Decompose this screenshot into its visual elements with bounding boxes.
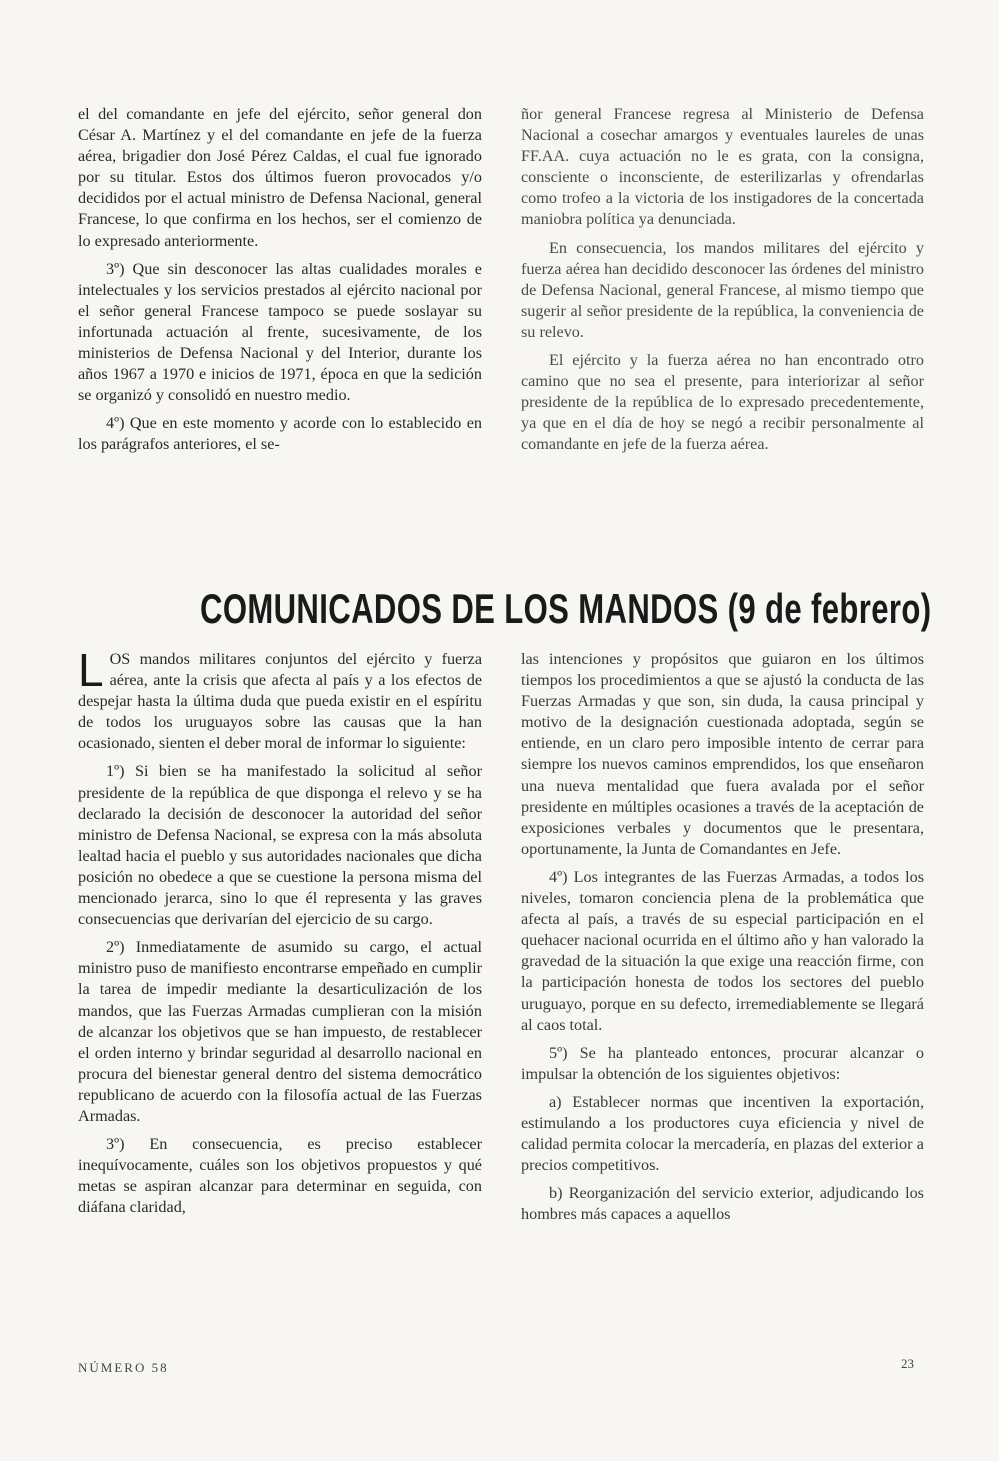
- paragraph: 4º) Los integrantes de las Fuerzas Armadas, a todos los niveles, tomaron conciencia plena de la problemática que afecta al país, a través de su especial participación en el quehacer nacional ocurrida en el último año y han valorado la gravedad de la situación la que exige una reacción firme, con la participación honesta de todos los sectores del pueblo uruguayo, porque en su defecto, irremediablemente se llegará al caos total.: [521, 867, 924, 1034]
- paragraph: ñor general Francese regresa al Ministerio de Defensa Nacional a cosechar amargos y eventuales laureles de unas FF.AA. cuya actuación no le es grata, con la consigna, consciente o inconsciente, de esterilizarlas y ofrendarlas como trofeo a la victoria de los instigadores de la concertada maniobra política ya denunciada.: [521, 105, 924, 229]
- bottom-left-column: [78, 644, 482, 1225]
- footer-issue-number: NÚMERO 58: [78, 1360, 169, 1375]
- paragraph: el del comandante en jefe del ejército, señor general don César A. Martínez y el del comandante en jefe de la fuerza aérea, brigadier don José Pérez Caldas, el cual fue ignorado por su titular. Estos dos últimos fueron provocados y/o decididos por el actual ministro de Defensa Nacional, general Francese, lo que confirma en los hechos, ser el comienzo de lo expresado anteriormente.: [78, 105, 482, 250]
- bottom-right-column: [521, 649, 924, 1232]
- paragraph: b) Reorganización del servicio exterior, adjudicando los hombres más capaces a aquellos: [521, 1184, 924, 1224]
- paragraph: 3º) En consecuencia, es preciso establecer inequívocamente, cuáles son los objetivos propuestos y qué metas se aspiran alcanzar para determinar en seguida, con diáfana claridad,: [78, 1135, 482, 1217]
- paragraph-text: OS mandos militares conjuntos del ejército y fuerza aérea, ante la crisis que afecta al país y a los efectos de despejar hasta la última duda que pueda existir en el espíritu de todos los uruguayos sobre las causas que la han ocasionado, sienten el deber moral de informar lo siguiente:: [78, 650, 482, 753]
- paragraph: 3º) Que sin desconocer las altas cualidades morales e intelectuales y los servicios prestados al ejército nacional por el señor general Francese tampoco se puede soslayar su infortunada actuación al frente, sucesivamente, de los ministerios de Defensa Nacional y del Interior, durante los años 1967 a 1970 e inicios de 1971, época en que la sedición se organizó y consolidó en nuestro medio.: [78, 259, 482, 405]
- page-number: 23: [901, 1356, 914, 1371]
- drop-cap: L: [78, 644, 104, 696]
- paragraph: 4º) Que en este momento y acorde con lo establecido en los parágrafos anteriores, el se-: [78, 414, 482, 454]
- paragraph: las intenciones y propósitos que guiaron en los últimos tiempos los procedimientos a que se ajustó la conducta de las Fuerzas Armadas y que son, sin duda, la causa principal y motivo de la designación cuestionada adoptada, según se entiende, en un claro pero imposible intento de cerrar para siempre los nuevos caminos emprendidos, los que enseñaron una nueva mentalidad que fuera avalada por el señor presidente en múltiples ocasiones a través de la aceptación de exposiciones verbales y documentos que le presentara, oportunamente, la Junta de Comandantes en Jefe.: [521, 650, 924, 858]
- paragraph: En consecuencia, los mandos militares del ejército y fuerza aérea han decidido desconocer las órdenes del ministro de Defensa Nacional, general Francese, al mismo tiempo que sugerir al señor presidente de la república, la conveniencia de su relevo.: [521, 238, 924, 341]
- top-right-column: [521, 104, 924, 463]
- paragraph: 5º) Se ha planteado entonces, procurar alcanzar o impulsar la obtención de los siguientes objetivos:: [521, 1043, 924, 1083]
- paragraph: a) Establecer normas que incentiven la exportación, estimulando a los productores cuya eficiencia y nivel de calidad permita colocar la mercadería, en plazas del exterior a precios competitivos.: [521, 1092, 924, 1175]
- paragraph: 1º) Si bien se ha manifestado la solicitud al señor presidente de la república de que disponga el relevo y se ha declarado la decisión de desconocer la autoridad del señor ministro de Defensa Nacional, se expresa con la más absoluta lealtad hacia el pueblo y sus autoridades nacionales que dicha posición no obedece a que se cuestione la persona misma del mencionado jerarca, sino lo que él representa y las graves consecuencias que derivarían del ejercicio de su cargo.: [78, 762, 482, 929]
- paragraph: El ejército y la fuerza aérea no han encontrado otro camino que no sea el presente, para interiorizar al señor presidente de la república de lo expresado precedentemente, ya que en el día de hoy se negó a recibir personalmente al comandante en jefe de la fuerza aérea.: [521, 351, 924, 454]
- top-left-column: [78, 104, 482, 463]
- paragraph: [78, 644, 482, 754]
- paragraph: 2º) Inmediatamente de asumido su cargo, el actual ministro puso de manifiesto encontrarse empeñado en cumplir la tarea de impedir mediante la desarticulización de los mandos, que las Fuerzas Armadas cumplieran con la misión de alcanzar los objetivos que se han impuesto, de restablecer el orden interno y brindar seguridad al desarrollo nacional en procura del bienestar general dentro del sistema democrático republicano de acuerdo con la filosofía actual de las Fuerzas Armadas.: [78, 938, 482, 1125]
- section-headline: COMUNICADOS DE LOS MANDOS (9 de febrero): [200, 585, 932, 632]
